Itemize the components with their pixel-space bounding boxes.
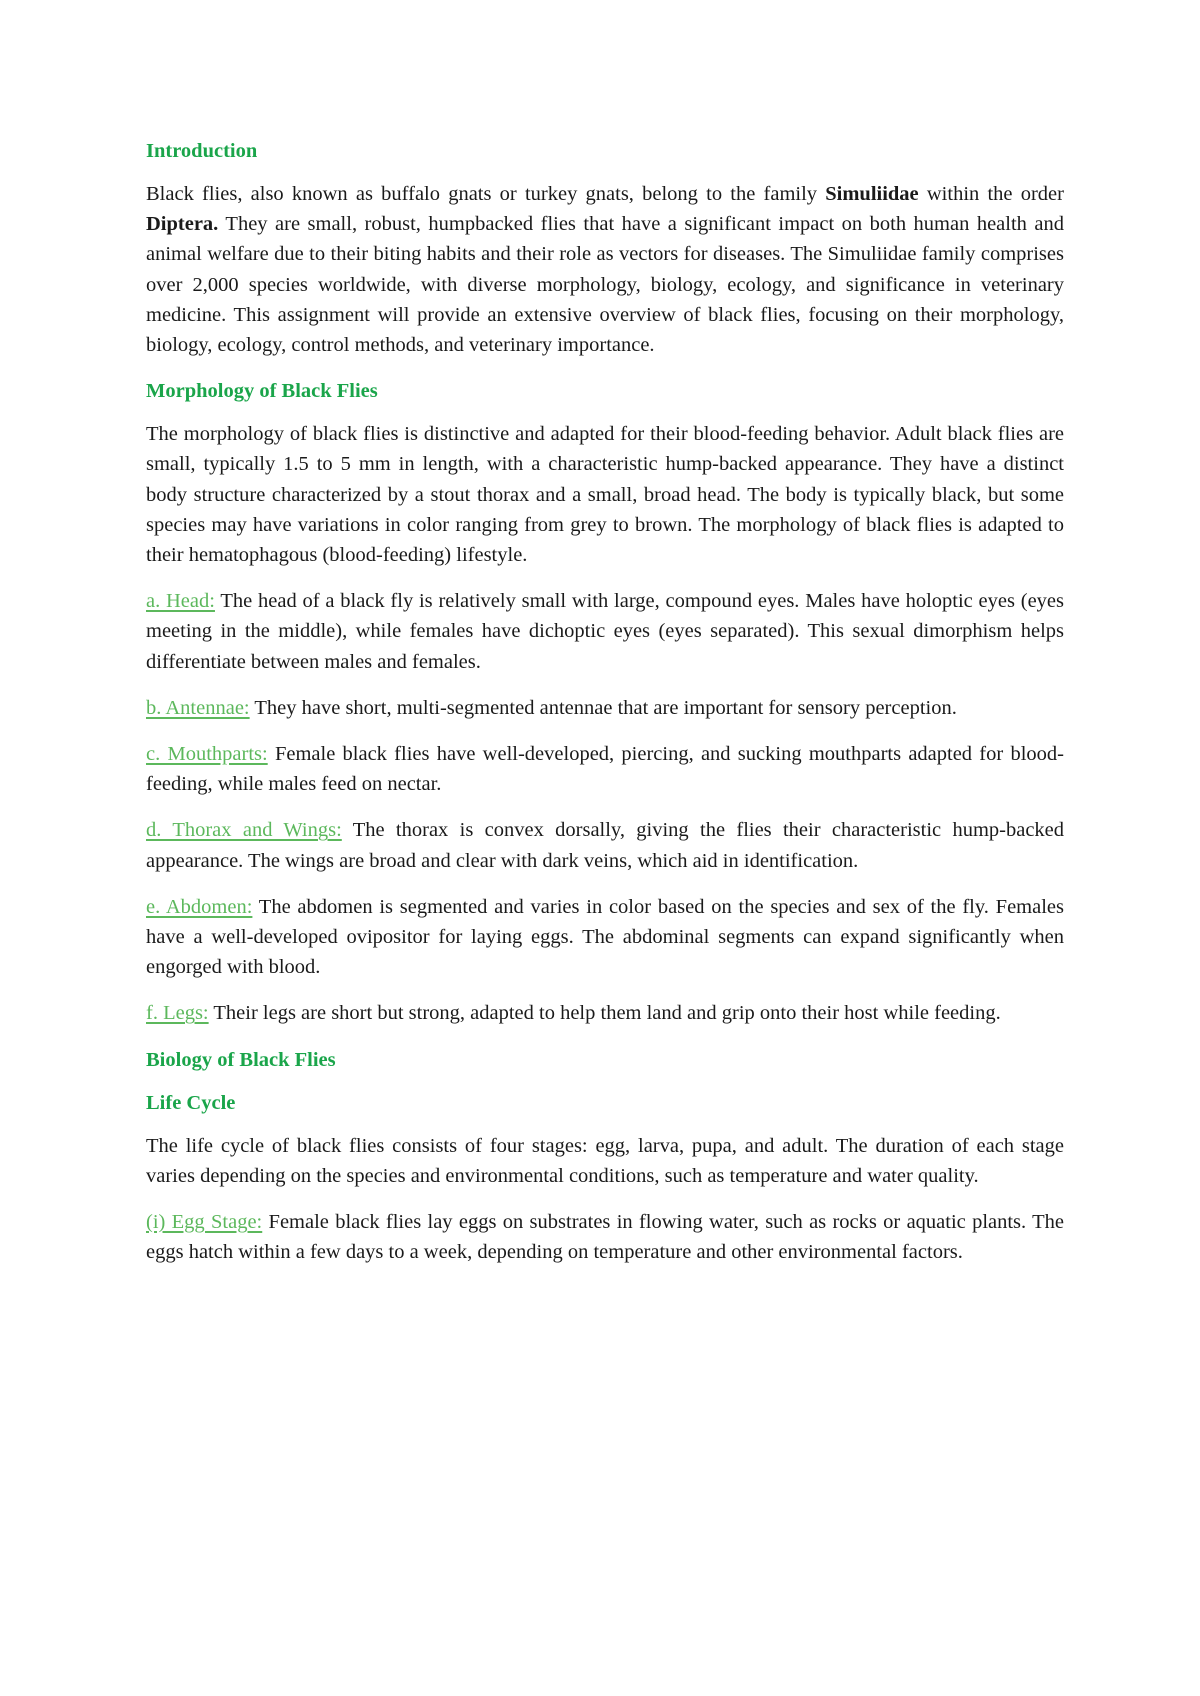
- item-label: d. Thorax and Wings:: [146, 819, 342, 842]
- item-text: Female black flies have well-developed, piercing, and sucking mouthparts adapted for blood-feeding, while males feed on nectar.: [146, 743, 1064, 796]
- intro-heading: Introduction: [146, 140, 258, 162]
- lifecycle-heading: Life Cycle: [146, 1091, 236, 1114]
- family-name: Simuliidae: [825, 183, 919, 205]
- morphology-item-mouthparts: [146, 739, 1064, 799]
- item-label: f. Legs:: [146, 1002, 209, 1025]
- item-text: They have short, multi-segmented antennae that are important for sensory perception.: [249, 696, 957, 719]
- morphology-intro: The morphology of black flies is distinctive and adapted for their blood-feeding behavior. Adult black flies are small, typically 1.5 to 5 mm in length, with a characteristic hump-backed appearance. They have a distinct body structure characterized by a stout thorax and a small, broad head. The body is typically black, but some species may have variations in color ranging from grey to brown. The morphology of black flies is adapted to their hematophagous (blood-feeding) lifestyle.: [146, 423, 1064, 567]
- lifecycle-paragraph: The life cycle of black flies consists of four stages: egg, larva, pupa, and adult. The duration of each stage varies depending on the species and environmental conditions, such as temperature and water quality.: [146, 1134, 1064, 1187]
- item-text: Their legs are short but strong, adapted to help them land and grip onto their host while feeding.: [208, 1002, 1001, 1025]
- egg-stage-text: Female black flies lay eggs on substrates in flowing water, such as rocks or aquatic plants. The eggs hatch within a few days to a week, depending on temperature and other environmental factors.: [146, 1211, 1064, 1264]
- morphology-item-thorax-wings: [146, 815, 1064, 875]
- morphology-item-abdomen: [146, 892, 1064, 983]
- intro-paragraph: [146, 179, 1064, 360]
- item-label: b. Antennae:: [146, 696, 250, 719]
- biology-heading: Biology of Black Flies: [146, 1048, 336, 1071]
- morphology-item-antennae: [146, 693, 1064, 723]
- order-name: Diptera.: [146, 213, 219, 236]
- intro-text-2: within the order: [918, 183, 1064, 205]
- item-label: c. Mouthparts:: [146, 743, 268, 766]
- intro-text-3: They are small, robust, humpbacked flies that have a significant impact on both human health and animal welfare due to their biting habits and their role as vectors for diseases. The Simuliidae family comprises over 2,000 species worldwide, with diverse morphology, biology, ecology, and significance in veterinary medicine. This assignment will provide an extensive overview of black flies, focusing on their morphology, biology, ecology, control methods, and veterinary importance.: [146, 213, 1064, 357]
- item-text: The thorax is convex dorsally, giving the flies their characteristic hump-backed appearance. The wings are broad and clear with dark veins, which aid in identification.: [146, 819, 1065, 872]
- morphology-item-head: [146, 586, 1064, 677]
- item-text: The abdomen is segmented and varies in color based on the species and sex of the fly. Females have a well-developed ovipositor for laying eggs. The abdominal segments can expand significantly when engorged with blood.: [146, 895, 1064, 979]
- egg-stage-label: (i) Egg Stage:: [146, 1211, 263, 1234]
- morphology-heading: Morphology of Black Flies: [146, 380, 378, 403]
- document-page: [146, 136, 1064, 1283]
- item-text: The head of a black fly is relatively small with large, compound eyes. Males have holoptic eyes (eyes meeting in the middle), while females have dichoptic eyes (eyes separated). This sexual dimorphism helps differentiate between males and females.: [146, 590, 1065, 673]
- item-label: a. Head:: [146, 590, 215, 613]
- item-label: e. Abdomen:: [146, 895, 253, 918]
- intro-text-1: Black flies, also known as buffalo gnats or turkey gnats, belong to the family: [146, 183, 826, 205]
- egg-stage-paragraph: [146, 1207, 1064, 1267]
- morphology-item-legs: [146, 998, 1064, 1028]
